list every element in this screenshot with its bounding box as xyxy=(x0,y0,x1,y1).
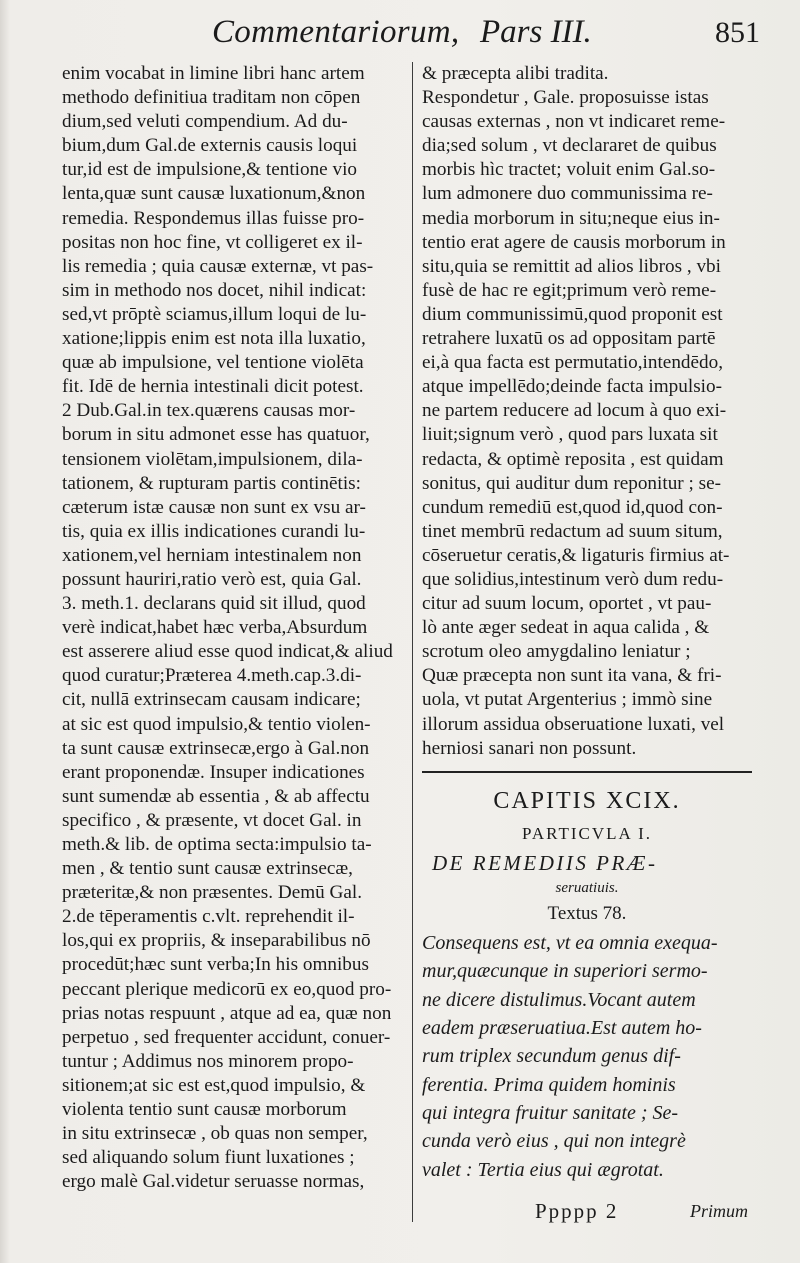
catchword: Primum xyxy=(690,1201,748,1221)
text-line: fusè de hac re egit;primum verò reme- xyxy=(422,279,717,301)
text-line: Consequens est, vt ea omnia exequa- xyxy=(422,931,718,954)
running-head-title: Commentariorum, xyxy=(212,14,460,50)
text-line: valet : Tertia eius qui ægrotat. xyxy=(422,1158,664,1181)
text-line: cōseruetur ceratis,& ligaturis firmius at- xyxy=(422,544,730,566)
text-line: & præcepta alibi tradita. xyxy=(422,63,609,84)
text-line: perpetuo , sed frequenter accidunt, conuer- xyxy=(62,1026,391,1048)
text-line: liuit;signum verò , quod pars luxata sit xyxy=(422,424,718,446)
text-line: lò ante æger sedeat in aqua calida , & xyxy=(422,617,710,639)
text-line: rum triplex secundum genus dif- xyxy=(422,1045,681,1068)
page-number: 851 xyxy=(715,16,760,49)
running-head-part: Pars III. xyxy=(480,14,592,50)
text-line: xatione;lippis enim est nota illa luxatio, xyxy=(62,328,366,350)
text-line: ergo malè Gal.videtur seruasse normas, xyxy=(62,1171,365,1193)
text-line: eadem præseruatiua.Est autem ho- xyxy=(422,1016,702,1039)
text-line: sunt sumendæ ab essentia , & ab affectu xyxy=(62,785,370,807)
text-line: situ,quia se remittit ad alios libros , vbi xyxy=(422,255,721,277)
text-line: atque impellēdo;deinde facta impulsio- xyxy=(422,376,722,398)
text-line: methodo definitiua traditam non cōpen xyxy=(62,87,361,109)
text-line: los,qui ex propriis, & inseparabilibus nō xyxy=(62,930,371,952)
text-line: herniosi sanari non possunt. xyxy=(422,737,637,759)
text-line: lis remedia ; quia causæ externæ, vt pas- xyxy=(62,255,374,277)
column-divider xyxy=(412,62,413,1222)
textus-label: Textus 78. xyxy=(547,902,627,924)
text-line: 3. meth.1. declarans quid sit illud, quod xyxy=(62,593,366,615)
text-line: quæ ab impulsione, vel tentione violēta xyxy=(62,352,364,374)
text-line: redacta, & optimè reposita , est quidam xyxy=(422,448,724,470)
section-rule xyxy=(422,771,752,773)
text-line: ta sunt causæ extrinsecæ,ergo à Gal.non xyxy=(62,737,370,759)
text-line: fit. Idē de hernia intestinali dicit potest. xyxy=(62,376,364,398)
text-line: que solidius,intestinum verò dum redu- xyxy=(422,568,724,590)
text-line: media morborum in situ;neque eius in- xyxy=(422,207,720,229)
text-line: specifico , & præsente, vt docet Gal. in xyxy=(62,809,362,831)
text-line: tensionem violētam,impulsionem, dila- xyxy=(62,448,363,470)
text-line: mur,quæcunque in superiori sermo- xyxy=(422,960,708,983)
chapter-title: DE REMEDIIS PRÆ- xyxy=(432,850,658,875)
text-line: bium,dum Gal.de externis causis loqui xyxy=(62,135,358,157)
text-line: sim in methodo nos docet, nihil indicat: xyxy=(62,279,367,301)
text-line: morbis hìc tractet; voluit enim Gal.so- xyxy=(422,159,716,181)
text-line: uola, vt putat Argenterius ; immò sine xyxy=(422,689,713,711)
text-line: tentio erat agere de causis morborum in xyxy=(422,231,726,253)
chapter-subtitle: seruatiuis. xyxy=(555,879,619,896)
text-line: dium communissimū,quod proponit est xyxy=(422,303,723,325)
text-line: violenta tentio sunt causæ morborum xyxy=(62,1099,347,1121)
text-line: causas externas , non vt indicaret reme- xyxy=(422,111,726,133)
text-line: 2 Dub.Gal.in tex.quærens causas mor- xyxy=(62,400,356,422)
text-line: peccant plerique medicorū ex eo,quod pro- xyxy=(62,978,392,1000)
text-line: quod curatur;Præterea 4.meth.cap.3.di- xyxy=(62,665,362,687)
text-line: Quæ præcepta non sunt ita vana, & fri- xyxy=(422,665,722,687)
text-line: sitionem;at sic est est,quod impulsio, & xyxy=(62,1074,366,1096)
text-line: Respondetur , Gale. proposuisse istas xyxy=(422,87,709,109)
text-line: verè indicat,habet hæc verba,Absurdum xyxy=(62,617,368,639)
text-line: at sic est quod impulsio,& tentio violen- xyxy=(62,713,371,735)
text-line: cit, nullā extrinsecam causam indicare; xyxy=(62,689,361,711)
text-line: dia;sed solum , vt declararet de quibus xyxy=(422,135,717,157)
text-line: scrotum oleo amygdalino leniatur ; xyxy=(422,641,691,663)
text-line: ne partem reducere ad locum à quo exi- xyxy=(422,400,727,422)
text-line: possunt hauriri,ratio verò est, quia Gal. xyxy=(62,568,362,590)
text-line: xationem,vel herniam intestinalem non xyxy=(62,544,362,566)
text-line: ferentia. Prima quidem hominis xyxy=(422,1073,676,1096)
right-column xyxy=(422,62,764,1184)
particula-heading: PARTICVLA I. xyxy=(521,823,653,843)
text-line: positas non hoc fine, vt colligeret ex il- xyxy=(62,231,363,253)
text-line: meth.& lib. de optima secta:impulsio ta- xyxy=(62,834,372,855)
signature-mark: Ppppp 2 xyxy=(535,1199,619,1223)
text-line: sonitus, qui auditur dum reponitur ; se- xyxy=(422,472,721,494)
text-line: retrahere luxatū os ad oppositam partē xyxy=(422,328,716,350)
text-line: qui integra fruitur sanitate ; Se- xyxy=(422,1102,679,1125)
text-line: lum admonere duo communissima re- xyxy=(422,183,713,205)
text-line: præteritæ,& non præsentes. Demū Gal. xyxy=(62,882,363,904)
text-line: sed,vt prōptè sciamus,illum loqui de lu- xyxy=(62,303,367,325)
chapter-heading: CAPITIS XCIX. xyxy=(493,787,681,814)
text-line: ne dicere distulimus.Vocant autem xyxy=(422,988,696,1011)
text-line: illorum assidua obseruatione luxati, vel xyxy=(422,713,725,735)
text-line: procedūt;hæc sunt verba;In his omnibus xyxy=(62,954,369,976)
text-line: citur ad suum locum, oportet , vt pau- xyxy=(422,593,712,615)
text-line: tinet membrū redactum ad suum situm, xyxy=(422,520,723,542)
left-column xyxy=(62,62,407,1194)
text-line: est asserere aliud esse quod indicat,& aliud xyxy=(62,641,393,663)
text-line: 2.de tēperamentis c.vlt. reprehendit il- xyxy=(62,906,355,928)
text-line: tis, quia ex illis indicationes curandi lu- xyxy=(62,520,366,542)
text-line: tuntur ; Addimus nos minorem propo- xyxy=(62,1050,354,1072)
text-line: lenta,quæ sunt causæ luxationum,&non xyxy=(62,183,366,205)
text-line: remedia. Respondemus illas fuisse pro- xyxy=(62,207,365,229)
text-line: cunda verò eius , qui non integrè xyxy=(422,1130,686,1153)
text-line: cæterum istæ causæ non sunt ex vsu ar- xyxy=(62,496,366,518)
text-line: erant proponendæ. Insuper indicationes xyxy=(62,761,365,783)
text-line: borum in situ admonet esse has quatuor, xyxy=(62,424,370,446)
text-line: in situ extrinsecæ , ob quas non semper, xyxy=(62,1123,368,1145)
text-line: dium,sed veluti compendium. Ad du- xyxy=(62,111,348,133)
text-line: sed aliquando solum fiunt luxationes ; xyxy=(62,1147,355,1169)
text-line: enim vocabat in limine libri hanc artem xyxy=(62,63,365,84)
text-line: cundum remediū est,quod id,quod con- xyxy=(422,496,723,518)
text-line: ei,à qua facta est permutatio,intendēdo, xyxy=(422,352,724,374)
text-line: tur,id est de impulsione,& tentione vio xyxy=(62,159,357,181)
right-column-text xyxy=(422,62,764,761)
running-head xyxy=(0,14,800,58)
text-line: men , & tentio sunt causæ extrinsecæ, xyxy=(62,858,353,880)
quoted-text xyxy=(422,929,764,1185)
text-line: tationem, & rupturam partis continētis: xyxy=(62,472,361,494)
text-line: prias notas respuunt , atque ad ea, quæ non xyxy=(62,1002,392,1024)
